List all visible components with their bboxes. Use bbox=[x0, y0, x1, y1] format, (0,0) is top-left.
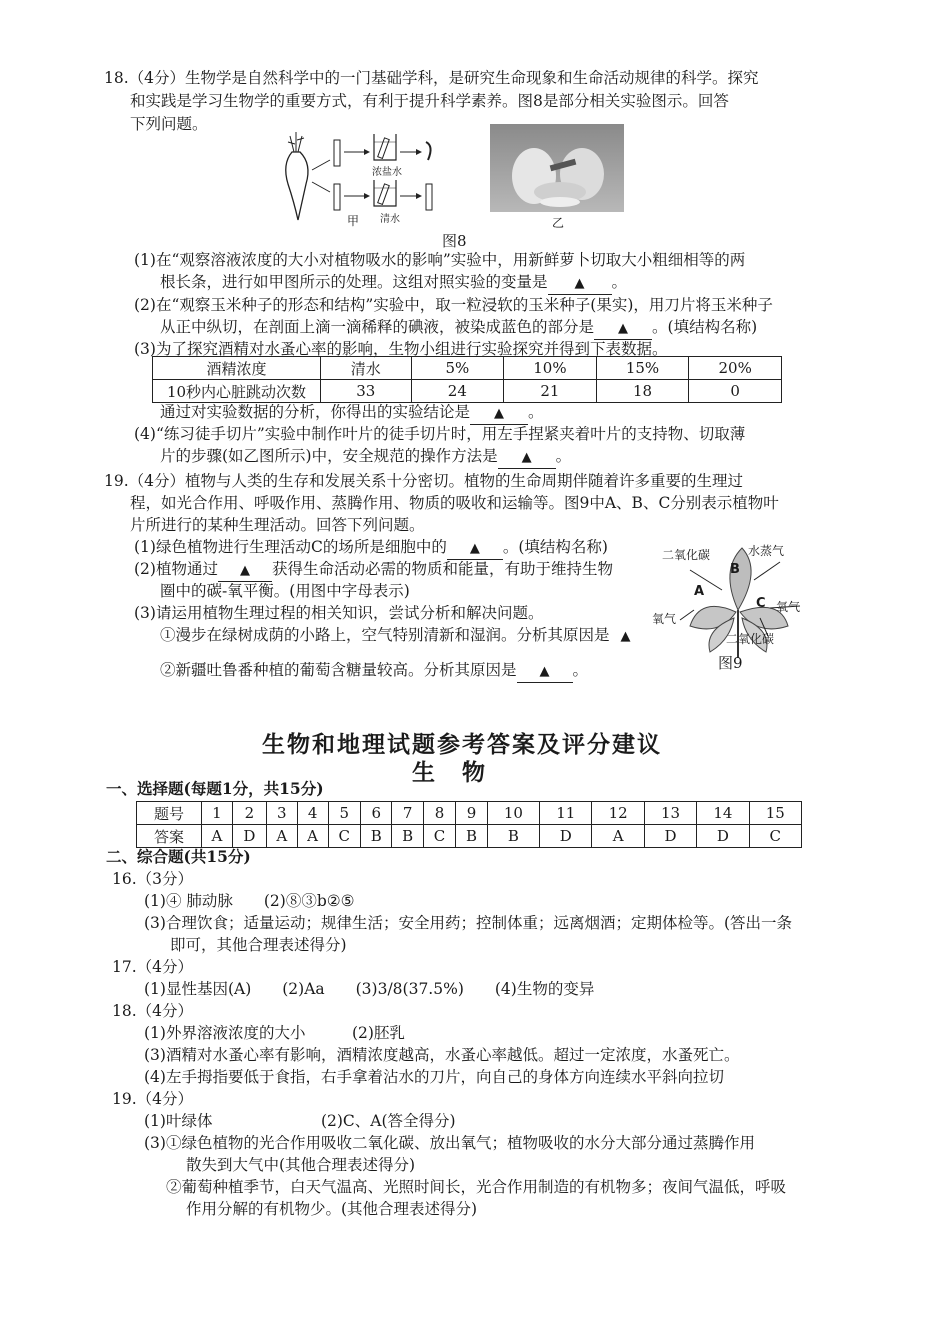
blank-marker: ▲ bbox=[469, 541, 480, 556]
fig9-co2-top: 二氧化碳 bbox=[662, 548, 711, 562]
fig9-label-a: A bbox=[694, 584, 705, 599]
a19-3d: 作用分解的有机物少。(其他合理表述得分) bbox=[186, 1200, 478, 1218]
blank-marker: ▲ bbox=[574, 276, 585, 291]
q18-p1-c: 。 bbox=[611, 273, 628, 291]
a18-head: 18.（4分） bbox=[112, 1002, 194, 1020]
alcohol-table bbox=[152, 356, 782, 403]
table-cell: A bbox=[297, 825, 328, 848]
table-cell: D bbox=[697, 825, 749, 848]
answer-blank bbox=[610, 625, 642, 647]
table-cell: 2 bbox=[232, 802, 266, 825]
fig9-label-b: B bbox=[730, 562, 740, 577]
a18-1: (1)外界溶液浓度的大小 (2)胚乳 bbox=[144, 1024, 405, 1042]
a16-3b: 即可，其他合理表述得分) bbox=[170, 936, 347, 954]
table-cell: 清水 bbox=[321, 357, 412, 380]
figure-8-jia bbox=[278, 122, 448, 232]
table-cell: C bbox=[749, 825, 801, 848]
q18-p1 bbox=[160, 272, 627, 295]
q18-p3 bbox=[160, 402, 544, 425]
blank-marker: ▲ bbox=[618, 321, 629, 336]
table-cell: 10秒内心脏跳动次数 bbox=[153, 380, 321, 403]
a16-head: 16.（3分） bbox=[112, 870, 194, 888]
table-cell: C bbox=[423, 825, 456, 848]
q18-intro-1: 18.（4分）生物学是自然科学中的一门基础学科，是研究生命现象和生命活动规律的科学。探究 bbox=[104, 69, 759, 87]
blank-marker: ▲ bbox=[539, 664, 550, 679]
q19-p3: (3)请运用植物生理过程的相关知识，尝试分析和解决问题。 bbox=[134, 604, 544, 622]
a19-head: 19.（4分） bbox=[112, 1090, 194, 1108]
table-cell: 14 bbox=[697, 802, 749, 825]
a19-3a: (3)①绿色植物的光合作用吸收二氧化碳、放出氧气；植物吸收的水分大部分通过蒸腾作用 bbox=[144, 1134, 755, 1152]
answers-title: 生物和地理试题参考答案及评分建议 bbox=[262, 732, 662, 758]
a16-1: (1)④ 肺动脉 (2)⑧③b②⑤ bbox=[144, 892, 355, 910]
q18-p2-c: 。(填结构名称) bbox=[652, 318, 758, 336]
q19-p3-1 bbox=[160, 625, 642, 647]
table-cell: 13 bbox=[644, 802, 696, 825]
q19-p1-a: (1)绿色植物进行生理活动C的场所是细胞中的 bbox=[134, 538, 447, 556]
table-cell: 0 bbox=[689, 380, 782, 403]
answer-blank bbox=[594, 317, 652, 340]
table-cell: 5 bbox=[328, 802, 361, 825]
q18-p1-a: (1)在“观察溶液浓度的大小对植物吸水的影响”实验中，用新鲜萝卜切取大小粗细相等的两 bbox=[134, 251, 746, 269]
table-cell: A bbox=[266, 825, 297, 848]
q19-p2-b: 获得生命活动必需的物质和能量，有助于维持生物 bbox=[271, 560, 613, 578]
answers-subtitle: 生 物 bbox=[412, 760, 487, 786]
blank-marker: ▲ bbox=[521, 450, 532, 465]
table-cell: 10% bbox=[504, 357, 597, 380]
figure-8-yi-photo bbox=[490, 124, 624, 212]
a17-head: 17.（4分） bbox=[112, 958, 194, 976]
table-cell: 7 bbox=[392, 802, 423, 825]
table-cell: 15% bbox=[596, 357, 689, 380]
table-cell: 9 bbox=[456, 802, 487, 825]
table-cell: B bbox=[361, 825, 392, 848]
fig8-salt-label: 浓盐水 bbox=[372, 167, 402, 178]
q19-p2-c: 圈中的碳-氧平衡。(用图中字母表示) bbox=[160, 582, 410, 600]
table-row bbox=[137, 825, 802, 848]
table-cell: 10 bbox=[487, 802, 539, 825]
fig8-water-label: 清水 bbox=[380, 214, 400, 225]
section-2-heading: 二、综合题(共15分) bbox=[106, 847, 251, 866]
blank-marker: ▲ bbox=[620, 629, 631, 644]
answer-key-table bbox=[136, 801, 802, 848]
fig8-yi-label: 乙 bbox=[552, 216, 565, 230]
q19-p3-1-text: ①漫步在绿树成荫的小路上，空气特别清新和湿润。分析其原因是 bbox=[160, 626, 610, 644]
q19-p1 bbox=[134, 537, 608, 560]
q19-p3-2-end: 。 bbox=[572, 661, 589, 679]
table-cell: 酒精浓度 bbox=[153, 357, 321, 380]
table-row bbox=[153, 357, 782, 380]
a19-3c: ②葡萄种植季节，白天气温高、光照时间长，光合作用制造的有机物多；夜间气温低，呼吸 bbox=[166, 1178, 787, 1196]
fig8-caption: 图8 bbox=[442, 232, 467, 250]
table-cell: 4 bbox=[297, 802, 328, 825]
table-cell: 5% bbox=[411, 357, 504, 380]
fig8-jia-label: 甲 bbox=[347, 214, 360, 228]
q19-intro-1: 19.（4分）植物与人类的生存和发展关系十分密切。植物的生命周期伴随着许多重要的生理过 bbox=[104, 472, 744, 490]
table-cell: D bbox=[644, 825, 696, 848]
q18-p3-a: (3)为了探究酒精对水蚤心率的影响，生物小组进行实验探究并得到下表数据。 bbox=[134, 340, 668, 358]
q19-intro-2: 程，如光合作用、呼吸作用、蒸腾作用、物质的吸收和运输等。图9中A、B、C分别表示植物叶 bbox=[130, 494, 779, 512]
fig9-label-c: C bbox=[756, 596, 766, 611]
table-cell: 12 bbox=[592, 802, 644, 825]
q19-p3-2 bbox=[160, 660, 588, 683]
q19-p2-a: (2)植物通过 bbox=[134, 560, 218, 578]
a19-3b: 散失到大气中(其他合理表述得分) bbox=[186, 1156, 416, 1174]
q18-intro-3: 下列问题。 bbox=[130, 115, 208, 133]
answer-blank bbox=[447, 537, 503, 560]
fig9-caption: 图9 bbox=[718, 654, 743, 672]
q18-p4-b: 片的步骤(如乙图所示)中，安全规范的操作方法是 bbox=[160, 447, 498, 465]
answer-blank bbox=[498, 446, 556, 469]
table-cell: 33 bbox=[321, 380, 412, 403]
table-cell: 18 bbox=[596, 380, 689, 403]
a19-1: (1)叶绿体 (2)C、A(答全得分) bbox=[144, 1112, 456, 1130]
q18-p1-b: 根长条，进行如甲图所示的处理。这组对照实验的变量是 bbox=[160, 273, 548, 291]
table-cell: 题号 bbox=[137, 802, 202, 825]
q18-p3-c: 。 bbox=[528, 403, 544, 421]
table-cell: 11 bbox=[540, 802, 592, 825]
a16-3a: (3)合理饮食；适量运动；规律生活；安全用药；控制体重；远离烟酒；定期体检等。(答出一条 bbox=[144, 914, 793, 932]
section-1-heading: 一、选择题(每题1分，共15分) bbox=[106, 779, 324, 798]
blank-marker: ▲ bbox=[239, 563, 250, 578]
table-cell: 1 bbox=[202, 802, 233, 825]
table-cell: 15 bbox=[749, 802, 801, 825]
fig9-o2-left: 氧气 bbox=[652, 612, 677, 626]
table-cell: 8 bbox=[423, 802, 456, 825]
answer-blank bbox=[470, 402, 528, 425]
table-cell: 24 bbox=[411, 380, 504, 403]
q18-p2 bbox=[160, 317, 757, 340]
table-cell: B bbox=[487, 825, 539, 848]
table-cell: 6 bbox=[361, 802, 392, 825]
table-cell: B bbox=[456, 825, 487, 848]
table-cell: D bbox=[540, 825, 592, 848]
q18-p4 bbox=[160, 446, 571, 469]
answer-blank bbox=[517, 660, 573, 683]
q19-intro-3: 片所进行的某种生理活动。回答下列问题。 bbox=[130, 516, 425, 534]
answer-blank bbox=[548, 272, 612, 295]
q19-p1-b: 。(填结构名称) bbox=[502, 538, 608, 556]
table-cell: 答案 bbox=[137, 825, 202, 848]
table-cell: C bbox=[328, 825, 361, 848]
fig9-o2-right: 氧气 bbox=[776, 600, 801, 614]
table-row bbox=[137, 802, 802, 825]
q18-p4-a: (4)“练习徒手切片”实验中制作叶片的徒手切片时，用左手捏紧夹着叶片的支持物、切取薄 bbox=[134, 425, 746, 443]
q19-p3-2-text: ②新疆吐鲁番种植的葡萄含糖量较高。分析其原因是 bbox=[160, 661, 517, 679]
a17-1: (1)显性基因(A) (2)Aa (3)3/8(37.5%) (4)生物的变异 bbox=[144, 980, 595, 998]
a18-3: (3)酒精对水蚤心率有影响，酒精浓度越高，水蚤心率越低。超过一定浓度，水蚤死亡。 bbox=[144, 1046, 740, 1064]
blank-marker: ▲ bbox=[494, 406, 505, 421]
q18-p2-a: (2)在“观察玉米种子的形态和结构”实验中，取一粒浸软的玉米种子(果实)，用刀片将玉米种子 bbox=[134, 296, 773, 314]
fig9-vapor: 水蒸气 bbox=[748, 544, 785, 558]
table-cell: A bbox=[592, 825, 644, 848]
a18-4: (4)左手拇指要低于食指，右手拿着沾水的刀片，向自己的身体方向连续水平斜向拉切 bbox=[144, 1068, 724, 1086]
table-cell: D bbox=[232, 825, 266, 848]
q18-p3-b: 通过对实验数据的分析，你得出的实验结论是 bbox=[160, 403, 471, 421]
fig9-co2-bottom: 二氧化碳 bbox=[726, 632, 775, 646]
answer-blank bbox=[218, 559, 272, 582]
table-row bbox=[153, 380, 782, 403]
q19-p2 bbox=[134, 559, 613, 582]
q18-p4-c: 。 bbox=[555, 447, 572, 465]
table-cell: A bbox=[202, 825, 233, 848]
q18-p2-b: 从正中纵切，在剖面上滴一滴稀释的碘液，被染成蓝色的部分是 bbox=[160, 318, 595, 336]
table-cell: 3 bbox=[266, 802, 297, 825]
table-cell: 20% bbox=[689, 357, 782, 380]
table-cell: 21 bbox=[504, 380, 597, 403]
table-cell: B bbox=[392, 825, 423, 848]
q18-intro-2: 和实践是学习生物学的重要方式，有利于提升科学素养。图8是部分相关实验图示。回答 bbox=[130, 92, 729, 110]
